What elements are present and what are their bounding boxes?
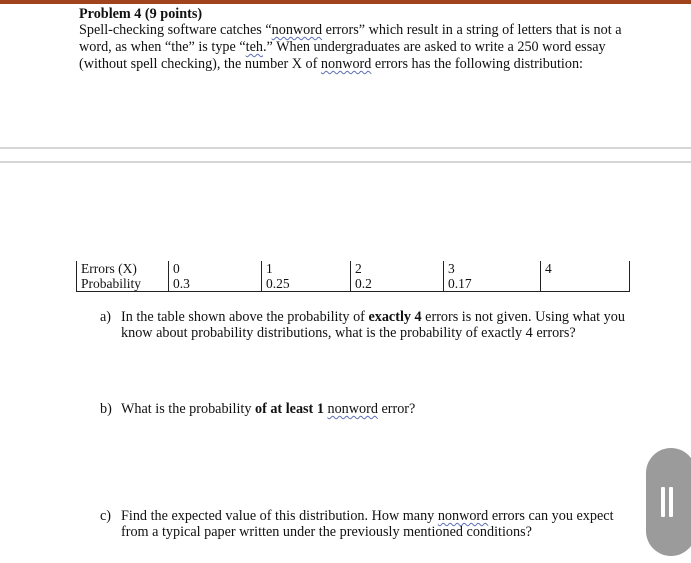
table-cell: 0 (169, 261, 262, 276)
table-row (77, 276, 630, 292)
question-label: a) (100, 309, 112, 325)
row-label-errors: Errors (X) (77, 261, 169, 276)
problem-title: Problem 4 (9 points) (79, 6, 203, 22)
table-cell: 0.25 (262, 276, 351, 292)
question-label: c) (100, 508, 112, 524)
table-cell: 3 (444, 261, 541, 276)
distribution-table (76, 261, 630, 292)
page-divider (0, 147, 691, 149)
spell-flag-nonword: nonword (320, 56, 372, 72)
row-label-probability: Probability (77, 276, 169, 292)
scroll-handle[interactable] (646, 448, 691, 556)
table-cell: 1 (262, 261, 351, 276)
scroll-grip-icon (661, 487, 665, 517)
problem-statement: Spell-checking software catches “nonword errors” which result in a string of letters that is not a word, as when “the” is type “teh.” When undergraduates are asked to write a 250 word essay (without spell checking), the number X of nonword errors has the following distribution: (79, 22, 622, 72)
table-cell: 0.17 (444, 276, 541, 292)
table-cell: 4 (541, 261, 630, 276)
table-cell (541, 276, 630, 292)
scroll-grip-icon (669, 487, 673, 517)
table-cell: 0.3 (169, 276, 262, 292)
spell-flag-teh: teh (245, 39, 263, 55)
spell-flag-nonword: nonword (271, 22, 323, 38)
question-text: What is the probability of at least 1 nonword error? (121, 401, 416, 417)
question-text: Find the expected value of this distribution. How many nonword errors can you expect from a typical paper written under the previously mentioned conditions? (121, 508, 614, 540)
top-accent-bar (0, 0, 691, 4)
spell-flag-nonword: nonword (327, 401, 378, 417)
question-label: b) (100, 401, 112, 417)
table-cell: 2 (351, 261, 444, 276)
spell-flag-nonword: nonword (437, 508, 489, 524)
page-divider (0, 161, 691, 163)
table-cell: 0.2 (351, 276, 444, 292)
question-text: In the table shown above the probability of exactly 4 errors is not given. Using what you know about probability distributions, what is the probability of exactly 4 errors? (121, 309, 625, 341)
table-row (77, 261, 630, 276)
